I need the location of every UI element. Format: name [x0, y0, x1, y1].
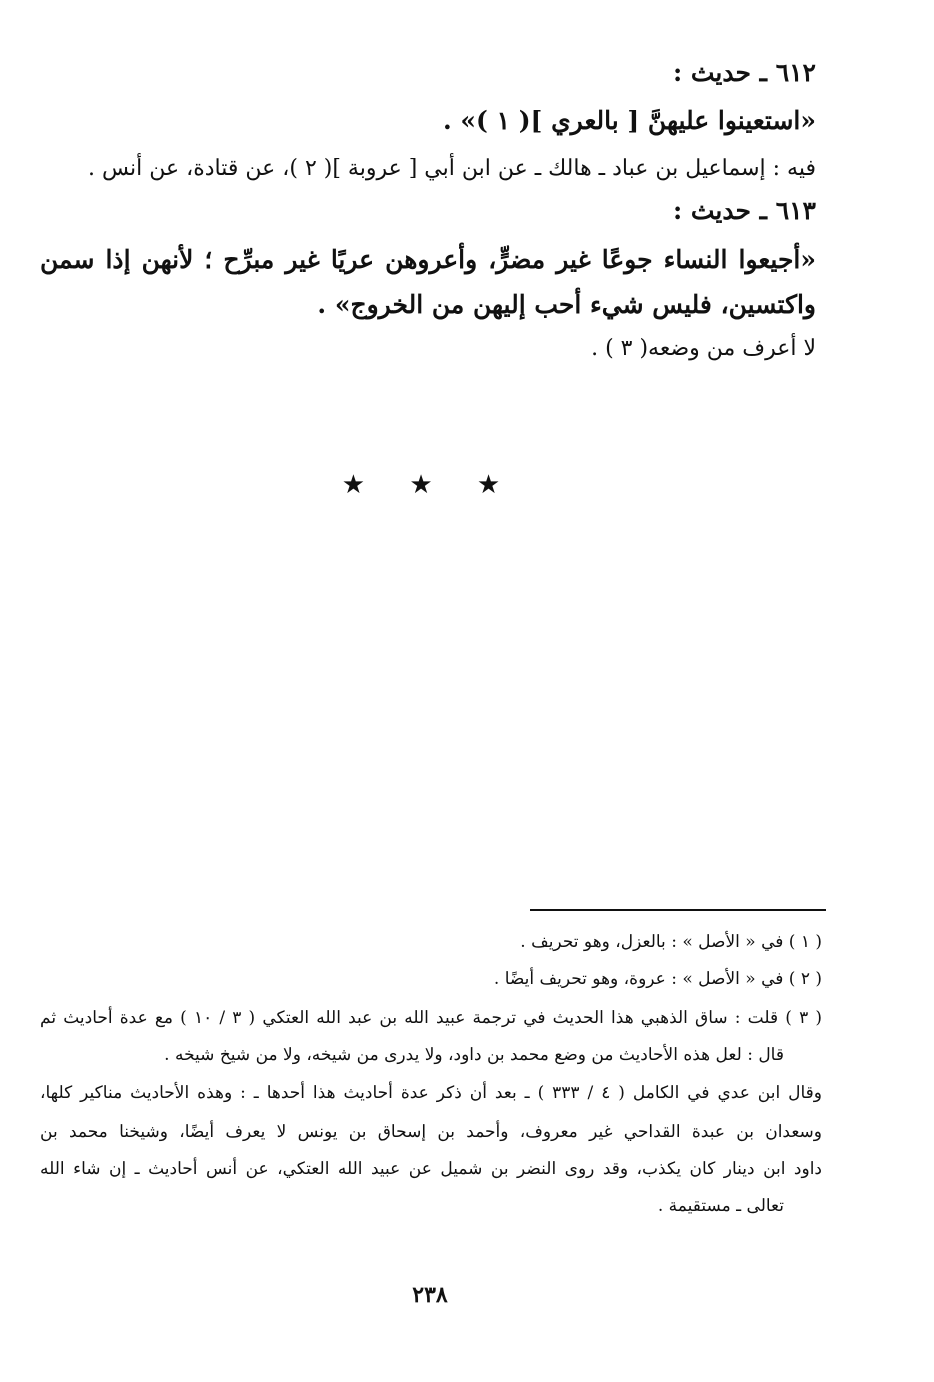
footnote-3-line-1: ( ٣ ) قلت : ساق الذهبي هذا الحديث في ترجمة عبيد الله بن عبد الله العتكي ( ٣ / ١٠ ) مع عدة أحاديث ثم: [40, 1008, 822, 1028]
hadith-613-note: لا أعرف من وضعه( ٣ ) .: [591, 336, 816, 361]
section-separator: ★ ★ ★: [341, 470, 519, 500]
footnote-3-line-2: قال : لعل هذه الأحاديث من وضع محمد بن داود، ولا يدرى من شيخه، ولا من شيخ شيخه .: [164, 1045, 784, 1065]
hadith-612-note: فيه : إسماعيل بن عباد ـ هالك ـ عن ابن أبي [ عروبة ]( ٢ )، عن قتادة، عن أنس .: [87, 156, 816, 181]
page-number: ٢٣٨: [412, 1282, 448, 1308]
hadith-612-text: «استعينوا عليهنَّ [ بالعري ]( ١ )» .: [443, 106, 816, 135]
footnote-divider: [530, 909, 826, 911]
hadith-613-line-2: واكتسين، فليس شيء أحب إليهن من الخروج» .: [317, 290, 816, 319]
footnote-3-line-3: وقال ابن عدي في الكامل ( ٤ / ٣٣٣ ) ـ بعد أن ذكر عدة أحاديث هذا أحدها ـ : وهذه الأحاديث مناكير كلها،: [40, 1083, 822, 1103]
footnote-3-line-6: تعالى ـ مستقيمة .: [657, 1196, 784, 1216]
footnote-3-line-4: وسعدان بن عبدة القداحي غير معروف، وأحمد بن إسحاق بن يونس لا يعرف أيضًا، وشيخنا محمد بن: [40, 1122, 822, 1142]
footnote-3-line-5: داود ابن دينار كان يكذب، وقد روى النضر بن شميل عن عبيد الله العتكي، عن أنس أحاديث ـ إن شاء الله: [40, 1159, 822, 1179]
hadith-613-line-1: «أجيعوا النساء جوعًا غير مضرٍّ، وأعروهن عريًا غير مبرِّح ؛ لأنهن إذا سمن: [40, 245, 816, 274]
hadith-613-heading: ٦١٣ ـ حديث :: [672, 196, 816, 225]
hadith-612-heading: ٦١٢ ـ حديث :: [672, 58, 816, 87]
footnote-2: ( ٢ ) في « الأصل » : عروة، وهو تحريف أيضًا .: [493, 969, 822, 989]
footnote-1: ( ١ ) في « الأصل » : بالعزل، وهو تحريف .: [520, 932, 822, 952]
